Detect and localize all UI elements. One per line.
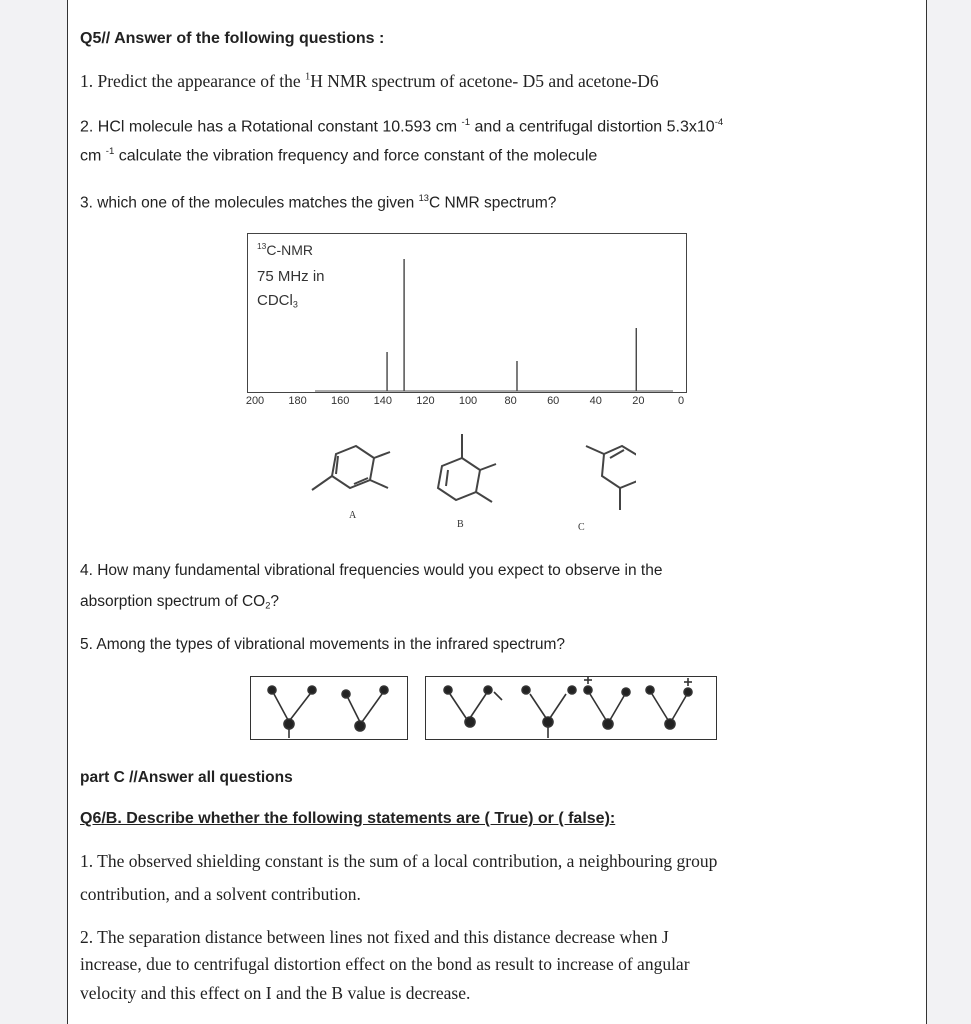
question-4-line-1: 4. How many fundamental vibrational frequencies would you expect to observe in the [80,562,663,579]
nmr-peaks [233,233,703,393]
mode-wagging [584,676,630,729]
mode-symmetric-stretch [268,686,316,738]
mode-asymmetric-stretch [342,686,388,731]
nmr-label-line-3: CDCl$_3$ [257,292,298,310]
nmr-tick-160: 160 [331,395,350,407]
mode-twisting [646,678,692,729]
vibration-modes [250,676,720,740]
q6-heading: Q6/B. Describe whether the following statements are ( True) or ( false): [80,810,616,827]
mode-rocking [522,686,576,738]
molecule-b-label: B [457,519,464,530]
mode-scissoring [444,686,502,727]
q5-heading: Q5// Answer of the following questions : [80,30,385,47]
nmr-tick-20: 20 [632,395,645,407]
document-page [67,0,927,1024]
question-2-line-2: cm $^{-1}$ calculate the vibration frequency and force constant of the molecule [80,146,598,165]
molecule-b [438,434,496,502]
question-3: 3. which one of the molecules matches the given $^{13}$C NMR spectrum? [80,193,557,212]
part-c-heading: part C //Answer all questions [80,769,293,786]
statement-2-line-1: 2. The separation distance between lines not fixed and this distance decrease when J [80,927,669,947]
nmr-label-line-2: 75 MHz in [257,268,325,285]
nmr-tick-40: 40 [589,395,602,407]
nmr-tick-0: 0 [677,395,685,407]
question-1: 1. Predict the appearance of the $^1$H NMR spectrum of acetone- D5 and acetone-D6 [80,71,659,91]
molecule-a [312,446,390,490]
nmr-label-line-1: $^{13}$C-NMR [257,241,313,258]
nmr-tick-60: 60 [547,395,560,407]
question-4-line-2: absorption spectrum of $CO_2$? [80,593,280,611]
nmr-tick-100: 100 [458,395,478,407]
nmr-tick-200: 200 [245,395,265,407]
nmr-x-axis [233,392,703,412]
question-2-line-1: 2. HCl molecule has a Rotational constant 10.593 cm $^{-1}$ and a centrifugal distortion $5.3x10^{-4}$ [80,117,724,136]
nmr-tick-80: 80 [504,395,517,407]
nmr-tick-180: 180 [288,395,307,407]
nmr-tick-120: 120 [416,395,435,407]
statement-1-line-1: 1. The observed shielding constant is the sum of a local contribution, a neighbouring group [80,851,718,871]
statement-2-line-2: increase, due to centrifugal distortion effect on the bond as result to increase of angular [80,954,690,974]
nmr-tick-140: 140 [373,395,392,407]
molecule-c-label: C [578,522,585,533]
statement-1-line-2: contribution, and a solvent contribution. [80,884,361,904]
molecule-a-label: A [349,510,357,521]
statement-2-line-3: velocity and this effect on I and the B value is decrease. [80,983,471,1003]
question-5: 5. Among the types of vibrational movements in the infrared spectrum? [80,636,566,653]
molecule-c [586,446,636,510]
